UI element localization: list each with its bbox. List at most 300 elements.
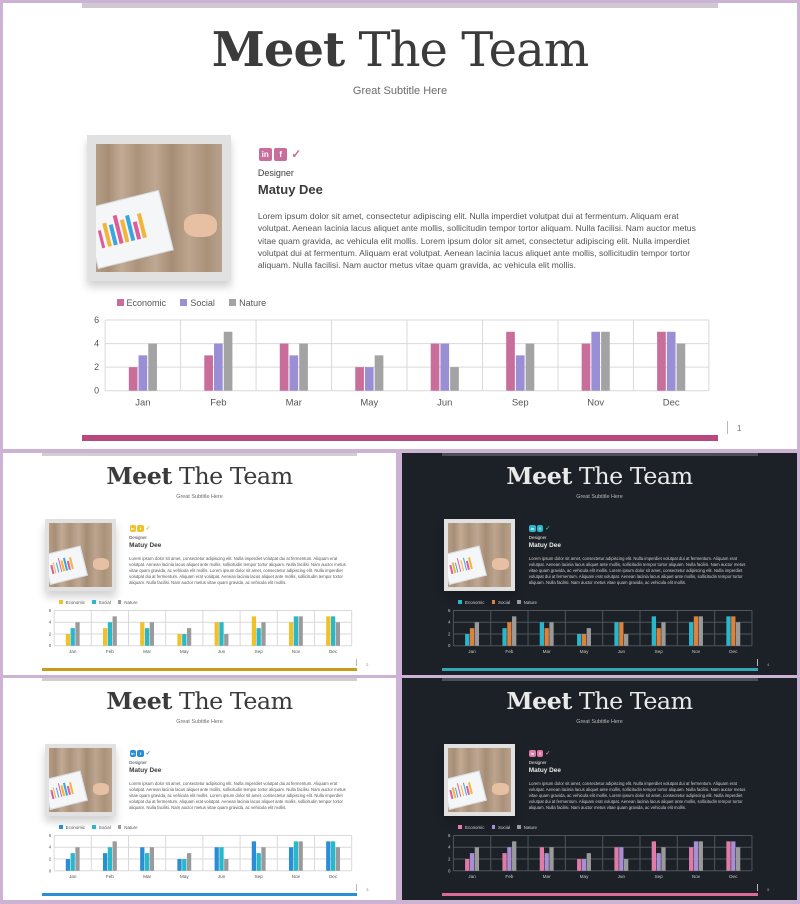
bar-nature-dec [336,848,340,872]
bar-social-feb [108,623,112,647]
legend-label: Nature [239,297,267,308]
linkedin-icon[interactable]: in [530,525,535,531]
linkedin-icon[interactable]: in [259,148,272,161]
top-accent-bar [42,678,356,681]
bar-social-dec [667,332,676,391]
x-tick-label: Dec [663,397,680,409]
bar-nature-feb [224,332,233,391]
legend-item-economic [458,825,484,830]
twitter-icon[interactable]: ✓ [145,750,151,757]
slide-title [402,462,797,490]
bar-nature-jan [475,848,479,872]
bar-nature-feb [113,617,117,646]
bar-chart [46,609,353,656]
member-bio: Lorem ipsum dolor sit amet, consectetur adipiscing elit. Nulla imperdiet volutpat dui at fermentum. Aliquam erat volutpat. Aenean lacinia lacus aliquet ante mollis, sollicitudin tempor tortor aliquam. Nulla facilisi. Nam auctor metus vitae quam gravida, ac vehicula elit mollis. Lorem ipsum dolor sit amet, consectetur adipiscing elit. Nulla imperdiet volutpat dui at fermentum. Aliquam erat volutpat. Aenean lacinia lacus aliquet ante mollis, sollicitudin tempor tortor aliquam. Nulla facilisi. Nam auctor metus vitae quam gravida, ac vehicula elit mollis. [528,781,746,811]
bar-nature-mar [550,623,554,647]
legend-item-economic [458,600,484,605]
bar-social-jun [220,623,224,647]
legend-item-economic [59,825,85,830]
facebook-icon[interactable]: f [537,525,543,531]
x-tick-label: Jun [437,397,453,409]
x-tick-label: Feb [505,874,514,880]
bar-economic-dec [326,617,330,646]
slide-blue[interactable] [3,678,396,900]
bar-nature-feb [512,842,516,871]
bar-nature-nov [699,617,703,646]
x-tick-label: Feb [106,649,115,655]
x-tick-label: Jun [217,874,226,880]
member-role: Designer [257,168,294,179]
x-tick-label: Sep [254,649,264,655]
bar-social-feb [108,848,112,872]
bar-chart [46,834,353,881]
team-member-photo [448,748,511,812]
bar-social-mar [545,853,549,871]
slide-title [3,687,396,715]
social-links [130,525,161,532]
x-tick-label: Dec [729,649,738,655]
bar-economic-jan [129,367,138,391]
x-tick-label: Mar [286,397,303,409]
legend-swatch [92,825,95,828]
bar-nature-jun [224,634,228,646]
bar-social-feb [508,848,512,872]
bar-nature-dec [736,848,740,872]
bar-social-jan [139,355,148,390]
bar-social-may [582,859,586,871]
bar-economic-mar [540,623,544,647]
social-links [529,750,561,757]
bar-economic-sep [507,332,516,391]
bar-economic-may [178,634,182,646]
title-bold: Meet [506,687,572,716]
bar-social-nov [294,617,298,646]
x-tick-label: Mar [543,874,552,880]
y-tick-label: 2 [448,856,451,862]
member-name: Matuy Dee [129,767,162,775]
x-tick-label: Jan [468,874,477,880]
bar-economic-nov [289,848,293,872]
legend-label: Economic [126,297,167,308]
bar-social-jan [470,853,474,871]
y-tick-label: 0 [48,643,52,649]
legend-item-social [92,825,111,830]
x-tick-label: Sep [512,397,529,409]
y-tick-label: 4 [48,619,52,625]
bar-social-nov [694,617,698,646]
x-tick-label: Jun [618,649,626,655]
bar-chart [445,609,753,656]
x-tick-label: Jan [69,874,77,880]
legend-swatch [59,825,62,828]
bar-nature-jan [76,848,80,872]
legend-item-social [92,600,111,605]
bar-economic-may [178,859,182,871]
linkedin-icon[interactable]: in [130,525,135,531]
bar-economic-feb [503,628,507,646]
legend-label: Economic [464,824,485,830]
bar-nature-jun [624,859,628,871]
page-number: 1 [736,424,742,434]
bar-economic-jan [466,859,470,871]
bar-nature-jan [76,623,80,647]
x-tick-label: Sep [654,649,664,655]
bar-nature-dec [677,344,686,391]
x-tick-label: Nov [692,874,701,880]
bar-social-may [182,859,186,871]
top-accent-bar [82,3,717,8]
bar-economic-mar [140,848,144,872]
photo-hand [492,558,508,569]
y-tick-label: 4 [448,619,451,625]
photo-chart-paper [49,771,88,810]
bar-economic-mar [540,848,544,872]
member-name: Matuy Dee [257,182,323,198]
x-tick-label: Mar [143,649,152,655]
bar-social-jun [441,344,450,391]
bar-nature-nov [299,842,303,871]
bar-economic-dec [727,617,731,646]
bar-social-may [182,634,186,646]
bar-nature-may [587,628,591,646]
y-tick-label: 2 [94,362,100,373]
x-tick-label: Jun [217,649,226,655]
bar-social-jun [220,848,224,872]
chart-legend [117,296,355,309]
team-member-photo [49,523,112,587]
bar-economic-may [356,367,365,391]
member-bio: Lorem ipsum dolor sit amet, consectetur adipiscing elit. Nulla imperdiet volutpat dui at fermentum. Aliquam erat volutpat. Aenean lacinia lacus aliquet ante mollis, sollicitudin tempor tortor aliquam. Nulla facilisi. Nam auctor metus vitae quam gravida, ac vehicula elit mollis. Lorem ipsum dolor sit amet, consectetur adipiscing elit. Nulla imperdiet volutpat dui at fermentum. Aliquam erat volutpat. Aenean lacinia lacus aliquet ante mollis, sollicitudin tempor tortor aliquam. Nulla facilisi. Nam auctor metus vitae quam gravida, ac vehicula elit mollis. [257,210,696,271]
member-name: Matuy Dee [129,542,162,550]
bar-social-nov [592,332,601,391]
legend-swatch [517,825,520,828]
x-tick-label: Nov [692,649,701,655]
photo-chart-paper [49,546,88,585]
x-tick-label: May [580,649,589,655]
social-links [259,148,323,163]
bar-social-mar [145,853,149,871]
bar-nature-mar [150,623,154,647]
slide-dark-teal[interactable] [402,453,797,675]
bar-economic-nov [582,344,591,391]
y-tick-label: 2 [48,631,52,637]
x-tick-label: May [580,874,589,880]
legend-label: Nature [523,824,537,830]
chart-legend [458,599,577,606]
bar-economic-jun [615,623,619,647]
facebook-icon[interactable]: f [274,148,287,161]
y-tick-label: 6 [448,608,451,614]
bar-social-mar [145,628,149,646]
bar-economic-dec [727,842,731,871]
photo-hand [93,783,109,794]
x-tick-label: Jan [69,649,77,655]
y-tick-label: 6 [48,833,52,839]
legend-item-social [492,825,511,830]
bar-economic-may [578,859,582,871]
legend-swatch [117,299,124,306]
bar-nature-sep [662,848,666,872]
x-tick-label: Nov [587,397,605,409]
legend-label: Nature [124,599,138,605]
bar-nature-may [587,853,591,871]
bar-social-sep [257,853,261,871]
bar-nature-sep [262,623,266,647]
y-tick-label: 4 [94,338,100,349]
bar-nature-may [375,355,384,390]
legend-swatch [180,299,187,306]
chart-svg [90,314,710,411]
bar-social-dec [331,617,335,646]
bar-economic-dec [326,842,330,871]
legend-label: Social [98,824,111,830]
page-number: 5 [767,887,770,893]
bar-nature-mar [300,344,309,391]
x-tick-label: May [360,397,379,409]
twitter-icon[interactable]: ✓ [545,750,551,757]
twitter-icon[interactable]: ✓ [291,147,302,162]
bar-economic-jan [66,859,70,871]
legend-item-nature [229,298,266,308]
bar-nature-jun [224,859,228,871]
bar-social-jan [71,628,75,646]
slide-yellow[interactable] [3,453,396,675]
slide-subtitle: Great Subtitle Here [352,84,448,97]
bar-nature-jun [624,634,628,646]
x-tick-label: Dec [729,874,738,880]
member-bio: Lorem ipsum dolor sit amet, consectetur adipiscing elit. Nulla imperdiet volutpat dui at fermentum. Aliquam erat volutpat. Aenean lacinia lacus aliquet ante mollis, sollicitudin tempor tortor aliquam. Nulla facilisi. Nam auctor metus vitae quam gravida, ac vehicula elit mollis. Lorem ipsum dolor sit amet, consectetur adipiscing elit. Nulla imperdiet volutpat dui at fermentum. Aliquam erat volutpat. Aenean lacinia lacus aliquet ante mollis, sollicitudin tempor tortor aliquam. Nulla facilisi. Nam auctor metus vitae quam gravida, ac vehicula elit mollis. [528,556,746,586]
title-rest: The Team [178,462,293,491]
y-tick-label: 2 [48,856,52,862]
bar-economic-jan [66,634,70,646]
legend-item-nature [517,825,537,830]
x-tick-label: Sep [254,874,264,880]
title-rest: The Team [358,21,589,78]
x-tick-label: Feb [505,649,514,655]
bar-nature-jan [149,344,158,391]
chart-svg [445,834,753,881]
x-tick-label: May [180,874,189,880]
page-number: 3 [366,887,369,893]
bar-nature-feb [113,842,117,871]
title-rest: The Team [178,687,293,716]
top-accent-bar [442,453,758,456]
photo-hand [93,558,109,569]
x-tick-label: Feb [106,874,115,880]
y-tick-label: 6 [448,833,451,839]
legend-swatch [118,600,121,603]
bar-economic-mar [280,344,289,391]
title-rest: The Team [578,462,693,491]
legend-item-economic [117,298,167,308]
title-bold: Meet [506,462,572,491]
x-tick-label: Sep [654,874,664,880]
member-role: Designer [129,535,147,541]
bar-nature-sep [526,344,535,391]
bar-social-dec [331,842,335,871]
bar-social-sep [657,628,661,646]
linkedin-icon[interactable]: in [130,750,135,756]
bar-economic-jun [615,848,619,872]
bar-economic-sep [252,842,256,871]
legend-swatch [92,600,95,603]
title-bold: Meet [211,21,345,78]
x-tick-label: May [180,649,189,655]
x-tick-label: Mar [543,649,552,655]
member-name: Matuy Dee [528,767,561,775]
photo-hand [492,783,508,794]
x-tick-label: Dec [329,874,338,880]
bar-nature-mar [550,848,554,872]
bar-social-jan [71,853,75,871]
slide-title [3,22,797,78]
y-tick-label: 0 [48,868,52,874]
member-role: Designer [528,535,547,541]
legend-label: Economic [464,599,485,605]
bar-nature-nov [699,842,703,871]
photo-chart-paper [448,546,487,585]
bar-economic-jun [215,848,219,872]
chart-legend [59,824,177,831]
y-tick-label: 4 [48,844,52,850]
slide-subtitle: Great Subtitle Here [176,718,223,725]
bar-nature-may [187,853,191,871]
page-number: 2 [366,662,369,668]
slide-main[interactable] [3,3,797,449]
x-tick-label: Jun [618,874,626,880]
bar-nature-sep [262,848,266,872]
bar-economic-nov [689,848,693,872]
top-accent-bar [42,453,356,456]
bar-chart [90,314,710,411]
team-member-photo-frame [45,744,116,817]
bar-economic-nov [289,623,293,647]
team-member-photo [49,748,112,812]
social-links [130,750,161,757]
bar-economic-sep [252,617,256,646]
bar-social-sep [516,355,525,390]
twitter-icon[interactable]: ✓ [145,525,151,532]
bar-social-dec [732,842,736,871]
bar-nature-nov [601,332,610,391]
bar-nature-may [187,628,191,646]
y-tick-label: 0 [94,385,100,396]
team-member-photo-frame [45,519,116,592]
bar-economic-feb [205,355,214,390]
bottom-accent-bar [442,893,758,896]
bottom-accent-bar [82,435,717,441]
legend-swatch [229,299,236,306]
bar-nature-jan [475,623,479,647]
bar-nature-sep [662,623,666,647]
team-member-photo-frame [444,519,515,592]
y-tick-label: 0 [448,868,451,874]
bar-social-sep [257,628,261,646]
chart-svg [46,609,353,656]
bar-nature-mar [150,848,154,872]
bottom-accent-bar [42,893,356,896]
member-bio: Lorem ipsum dolor sit amet, consectetur adipiscing elit. Nulla imperdiet volutpat dui at fermentum. Aliquam erat volutpat. Aenean lacinia lacus aliquet ante mollis, sollicitudin tempor tortor aliquam. Nulla facilisi. Nam auctor metus vitae quam gravida, ac vehicula elit mollis. Lorem ipsum dolor sit amet, consectetur adipiscing elit. Nulla imperdiet volutpat dui at fermentum. Aliquam erat volutpat. Aenean lacinia lacus aliquet ante mollis, sollicitudin tempor tortor aliquam. Nulla facilisi. Nam auctor metus vitae quam gravida, ac vehicula elit mollis. [129,556,346,586]
bar-social-jun [620,623,624,647]
team-member-photo [96,144,222,272]
bar-social-nov [294,842,298,871]
bottom-accent-bar [42,668,356,671]
facebook-icon[interactable]: f [537,750,543,756]
chart-svg [46,834,353,881]
photo-chart-paper [448,771,487,810]
bar-nature-nov [299,617,303,646]
bar-chart [445,834,753,881]
photo-chart-paper [96,190,175,269]
chart-svg [445,609,753,656]
x-tick-label: Nov [291,649,301,655]
y-tick-label: 0 [448,643,451,649]
slide-subtitle: Great Subtitle Here [576,718,623,725]
x-tick-label: Jan [135,397,151,409]
twitter-icon[interactable]: ✓ [545,525,551,532]
bar-economic-jun [431,344,440,391]
x-tick-label: Mar [143,874,152,880]
bar-social-dec [732,617,736,646]
team-member-photo-frame [87,135,231,281]
chart-legend [59,599,177,606]
legend-label: Social [497,824,511,830]
bar-economic-jan [466,634,470,646]
title-rest: The Team [578,687,693,716]
legend-swatch [458,825,461,828]
member-bio: Lorem ipsum dolor sit amet, consectetur adipiscing elit. Nulla imperdiet volutpat dui at fermentum. Aliquam erat volutpat. Aenean lacinia lacus aliquet ante mollis, sollicitudin tempor tortor aliquam. Nulla facilisi. Nam auctor metus vitae quam gravida, ac vehicula elit mollis. Lorem ipsum dolor sit amet, consectetur adipiscing elit. Nulla imperdiet volutpat dui at fermentum. Aliquam erat volutpat. Aenean lacinia lacus aliquet ante mollis, sollicitudin tempor tortor aliquam. Nulla facilisi. Nam auctor metus vitae quam gravida, ac vehicula elit mollis. [129,781,346,811]
facebook-icon[interactable]: f [137,525,143,531]
y-tick-label: 2 [448,631,451,637]
bar-economic-mar [140,623,144,647]
slide-dark-pink[interactable] [402,678,797,900]
team-member-photo [448,523,511,587]
legend-label: Nature [124,824,138,830]
bar-social-nov [694,842,698,871]
bar-economic-jun [215,623,219,647]
bar-social-may [365,367,374,391]
legend-swatch [492,825,495,828]
bar-social-mar [545,628,549,646]
bar-nature-dec [736,623,740,647]
bar-economic-sep [652,842,656,871]
legend-swatch [492,600,495,603]
bar-nature-feb [512,617,516,646]
legend-item-economic [59,600,85,605]
legend-item-social [180,298,215,308]
slide-title [3,462,396,490]
facebook-icon[interactable]: f [137,750,143,756]
legend-swatch [517,600,520,603]
bar-social-feb [508,623,512,647]
bar-economic-may [578,634,582,646]
legend-swatch [118,825,121,828]
bar-economic-feb [103,853,107,871]
bar-nature-dec [336,623,340,647]
bar-social-mar [290,355,299,390]
y-tick-label: 4 [448,844,451,850]
legend-label: Nature [523,599,537,605]
legend-item-social [492,600,511,605]
x-tick-label: Dec [329,649,338,655]
legend-item-nature [517,600,537,605]
x-tick-label: Feb [210,397,227,409]
x-tick-label: Jan [468,649,477,655]
bar-social-jan [470,628,474,646]
linkedin-icon[interactable]: in [530,750,535,756]
member-role: Designer [129,760,147,766]
legend-label: Economic [65,599,86,605]
